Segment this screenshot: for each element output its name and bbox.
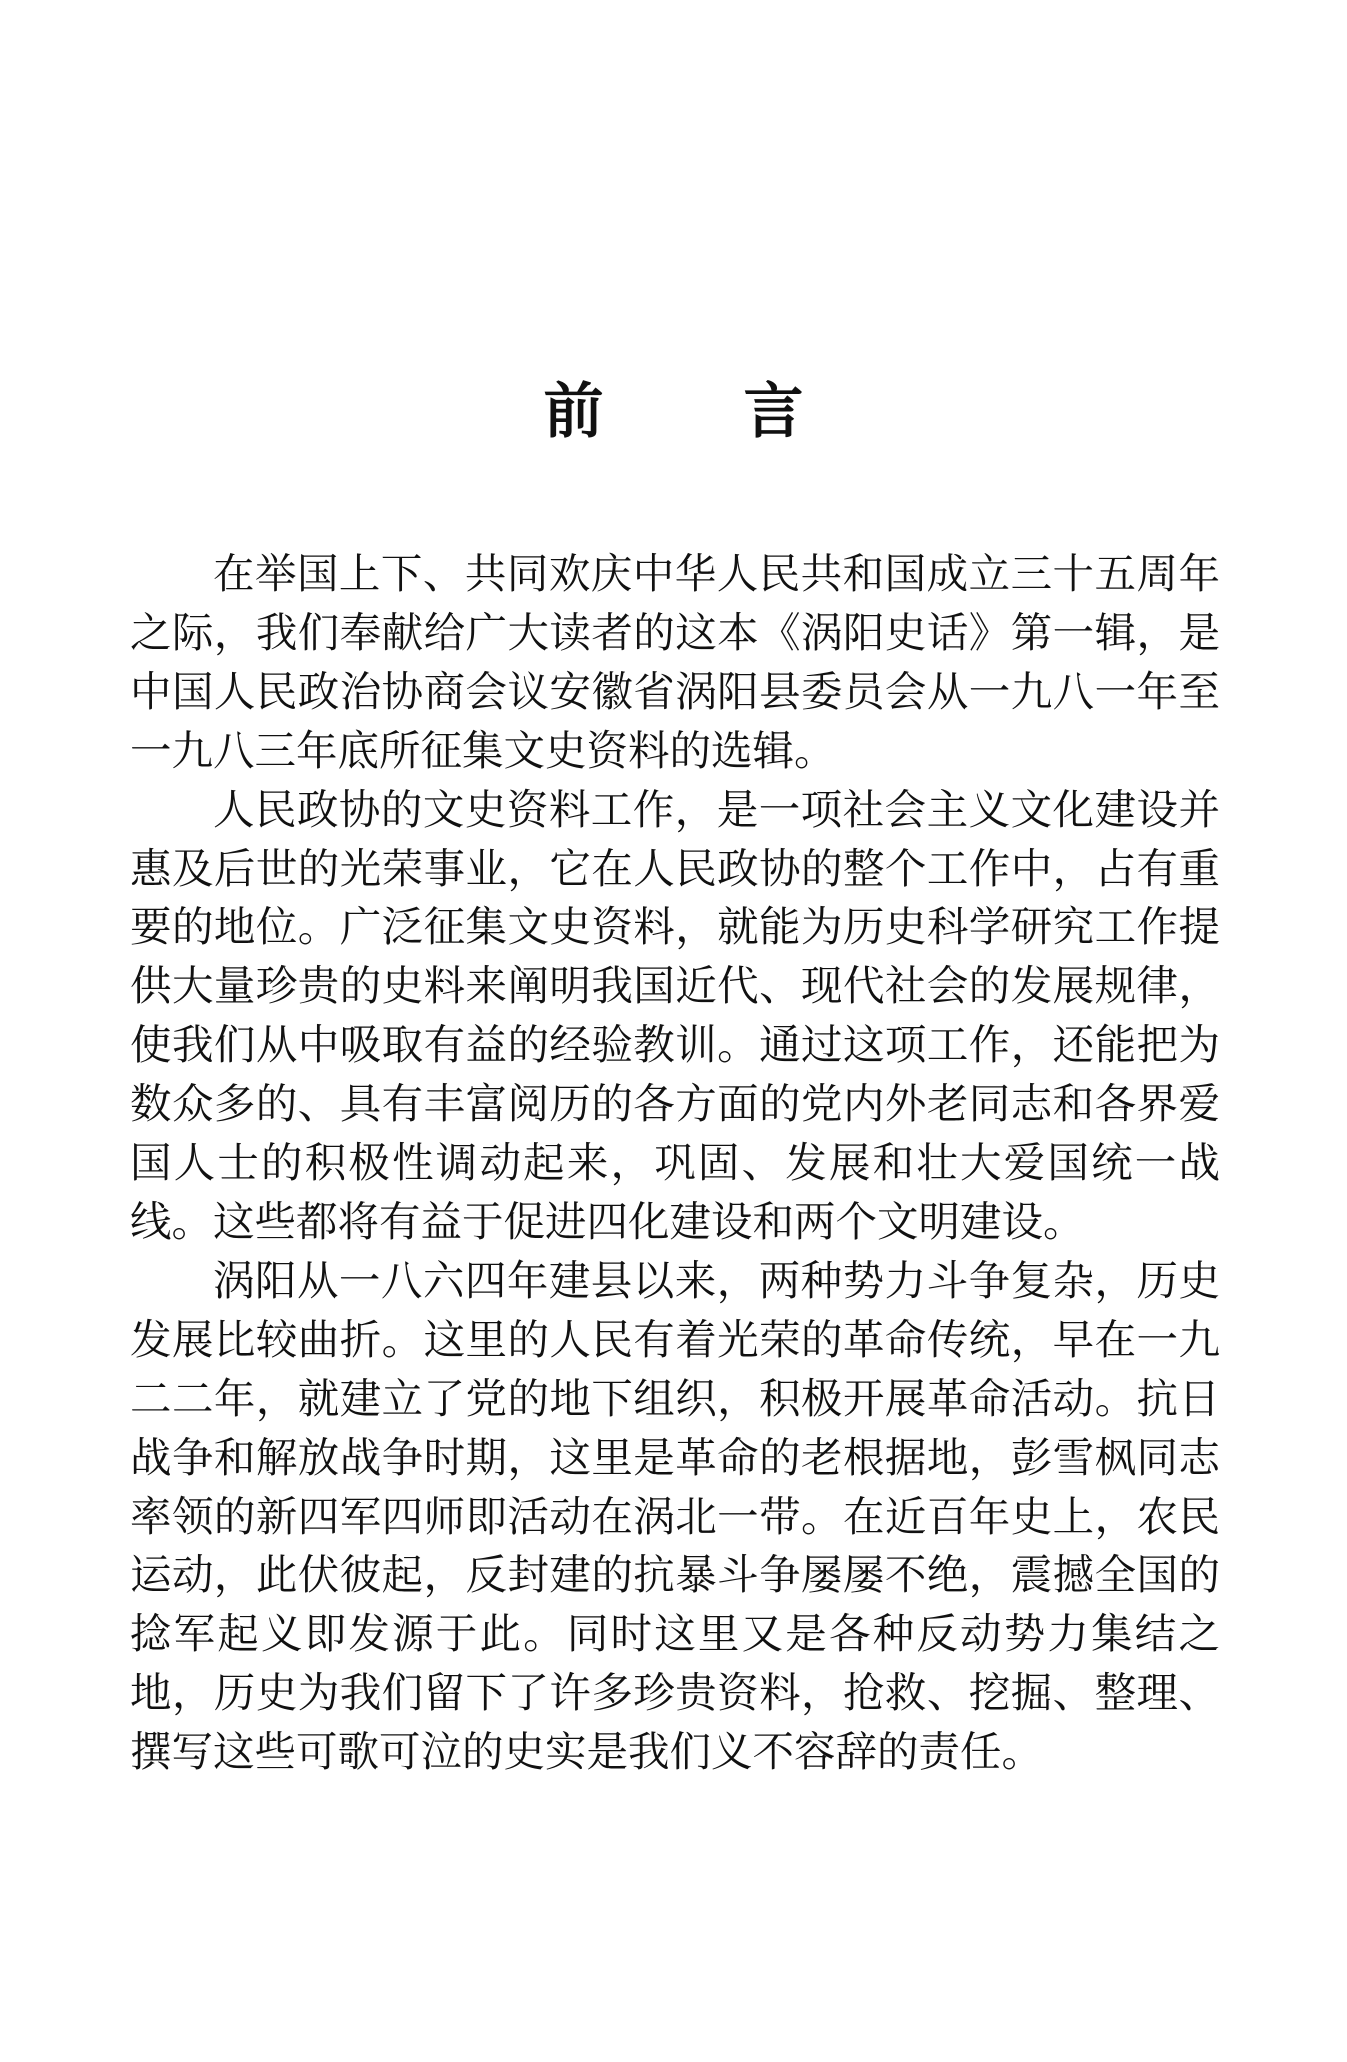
title-char-1: 前	[543, 377, 604, 447]
preface-body	[130, 545, 1220, 1782]
page-title	[0, 372, 1347, 452]
paragraph-1: 在举国上下、共同欢庆中华人民共和国成立三十五周年之际，我们奉献给广大读者的这本《涡阳史话》第一辑，是中国人民政治协商会议安徽省涡阳县委员会从一九八一年至一九八三年底所征集文史资料的选辑。	[130, 549, 1220, 775]
title-char-2: 言	[743, 377, 804, 447]
paragraph-2: 人民政协的文史资料工作，是一项社会主义文化建设并惠及后世的光荣事业，它在人民政协的整个工作中，占有重要的地位。广泛征集文史资料，就能为历史科学研究工作提供大量珍贵的史料来阐明我国近代、现代社会的发展规律，使我们从中吸取有益的经验教训。通过这项工作，还能把为数众多的、具有丰富阅历的各方面的党内外老同志和各界爱国人士的积极性调动起来，巩固、发展和壮大爱国统一战线。这些都将有益于促进四化建设和两个文明建设。	[130, 784, 1220, 1246]
paragraph-3: 涡阳从一八六四年建县以来，两种势力斗争复杂，历史发展比较曲折。这里的人民有着光荣的革命传统，早在一九二二年，就建立了党的地下组织，积极开展革命活动。抗日战争和解放战争时期，这里是革命的老根据地，彭雪枫同志率领的新四军四师即活动在涡北一带。在近百年史上，农民运动，此伏彼起，反封建的抗暴斗争屡屡不绝，震撼全国的捻军起义即发源于此。同时这里又是各种反动势力集结之地，历史为我们留下了许多珍贵资料，抢救、挖掘、整理、撰写这些可歌可泣的史实是我们义不容辞的责任。	[130, 1255, 1220, 1777]
